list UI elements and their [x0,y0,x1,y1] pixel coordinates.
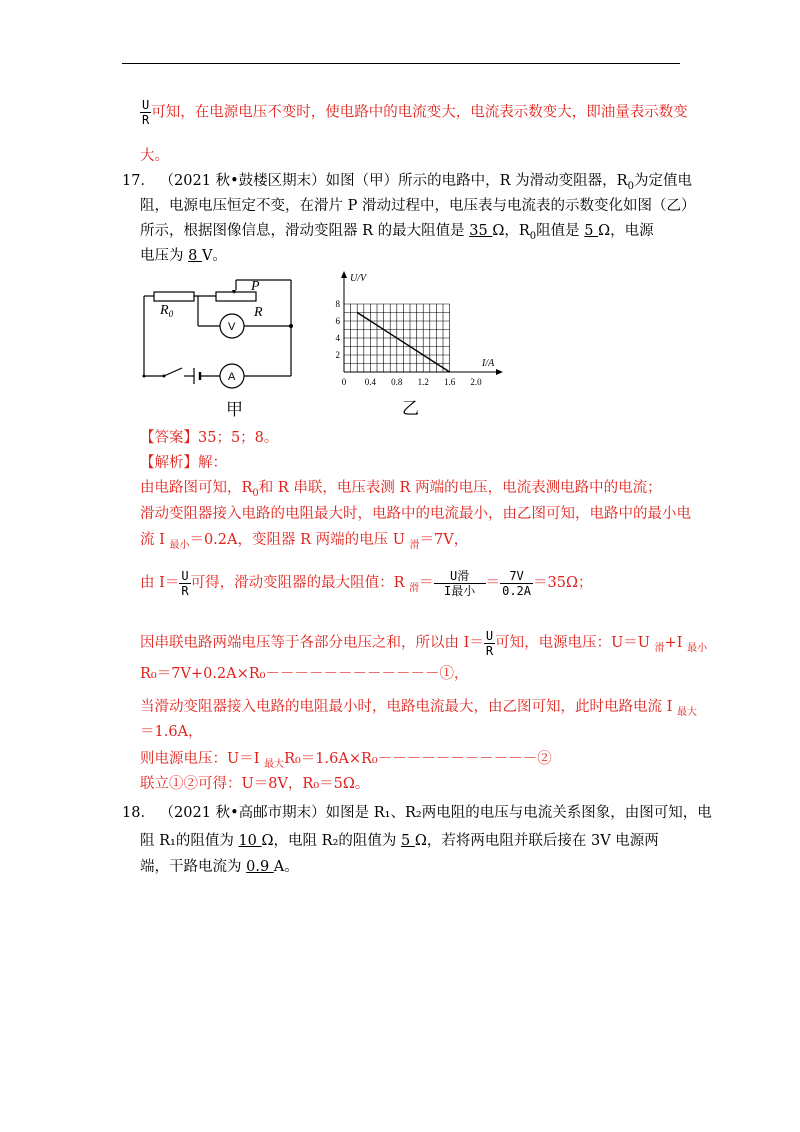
fraction-u-over-r: $\frac{U}{R}$ [485,628,494,658]
q17-line2: 阻，电源电压恒定不变，在滑片 P 滑动过程中，电压表与电流表的示数变化如图（乙） [140,198,696,214]
circuit-diagram [136,272,306,422]
chart-axes [341,271,503,375]
x-tick-label: 0.8 [391,377,403,387]
y-tick-label: 2 [335,350,340,360]
q17-line1: 17． （2021 秋•鼓楼区期末）如图（甲）所示的电路中，R 为滑动变阻器，$R_0$为定值电 [122,173,692,192]
analysis-line9: 则电源电压：U＝I $_{最大}$R₀＝1.6A×R₀－－－－－－－－－－－② [140,751,552,770]
label-p: P [251,279,260,294]
analysis-heading: 【解析】解： [140,455,227,471]
q17-answer-2: 5 [584,223,599,239]
q18-answer-1: 10 [238,833,262,849]
q18-answer-3: 0.9 [246,859,274,875]
fraction-u-over-r: $\frac{U}{R}$ [181,568,189,598]
q18-line2: 阻 R₁的阻值为 10 Ω，电阻 R₂的阻值为 5 Ω，若将两电阻并联后接在 3V 电源两 [140,833,659,849]
voltmeter-label: V [228,321,236,333]
label-r: R [254,305,263,320]
analysis-line8: ＝1.6A， [140,724,203,740]
analysis-line5: 因串联电路两端电压等于各部分电压之和，所以由 I＝ $\frac{U}{R}$ 可知，电源电压：U＝U $_滑$+I $_{最小}$ [140,628,708,658]
analysis-line7: 当滑动变阻器接入电路的电阻最小时，电路电流最大，由乙图可知，此时电路电流 I $_{最大}$ [140,699,697,718]
header-rule [122,63,680,64]
x-tick-label: 0 [341,377,347,387]
analysis-line3: 流 I $_{最小}$＝0.2A，变阻器 R 两端的电压 U $_滑$＝7V， [140,532,469,551]
q17-answer-1: 35 [469,223,493,239]
y-axis-arrow [341,271,347,278]
y-tick-label: 8 [335,299,340,309]
x-tick-label: 1.2 [417,377,429,387]
x-axis-label: I/A [482,358,495,369]
fraction-u-over-r: $\frac{U}{R}$ [142,98,150,127]
fraction-u-slide-over-i-min: $\frac{\text{U滑}}{\text{I最小}}$ [434,569,486,598]
graph-caption: 乙 [402,399,419,418]
analysis-line2: 滑动变阻器接入电路的电阻最大时，电路中的电流最小，由乙图可知，电路中的最小电 [140,506,691,522]
analysis-line10: 联立①②可得：U＝8V，R₀＝5Ω。 [140,776,370,792]
q17-line4: 电压为 8 V。 [140,248,227,264]
q18-line3: 端，干路电流为 0.9 A。 [140,859,299,875]
circuit-caption: 甲 [226,400,243,420]
junction-dot [289,324,293,328]
q18-line1: 18． （2021 秋•高邮市期末）如图是 R₁、R₂两电阻的电压与电流关系图象，由图可知，电 [122,805,712,821]
top-continuation-line2: 大。 [140,148,169,164]
y-tick-label: 6 [335,316,340,326]
ui-graph [330,268,510,418]
answer-line: 【答案】35；5；8。 [140,430,279,446]
x-tick-label: 1.6 [443,377,456,387]
x-tick-label: 0.4 [364,377,377,387]
x-tick-label: 2.0 [470,377,482,387]
q17-answer-3: 8 [188,248,202,264]
y-tick-label: 4 [335,333,340,343]
analysis-line6: R₀＝7V+0.2A×R₀－－－－－－－－－－－－①， [140,666,469,682]
fraction-7v-over-02a: $\frac{7V}{0.2A}$ [502,568,532,598]
ammeter-label: A [228,371,236,383]
q17-line3: 所示，根据图像信息，滑动变阻器 R 的最大阻值是 35 Ω，$R_0$阻值是 5 Ω，电源 [140,223,654,242]
analysis-line4: 由 I＝ $\frac{U}{R}$ 可得，滑动变阻器的最大阻值：R $_滑$＝ $\frac{\text{U滑}}{\text{I最小}}$ ＝ $\frac{7V}{0.2A}$ ＝35Ω； [140,568,593,598]
label-r0: $R_0$ [160,303,174,319]
top-continuation-line1: $\frac{U}{R}$ 可知，在电源电压不变时，使电路中的电流变大，电流表示数变大，即油量表示数变 [142,98,688,127]
analysis-line1: 由电路图可知，$R_0$和 R 串联，电压表测 R 两端的电压，电流表测电路中的电流； [140,480,662,499]
y-axis-label: U/V [350,273,367,284]
x-axis-arrow [496,369,503,375]
q18-answer-2: 5 [401,833,415,849]
